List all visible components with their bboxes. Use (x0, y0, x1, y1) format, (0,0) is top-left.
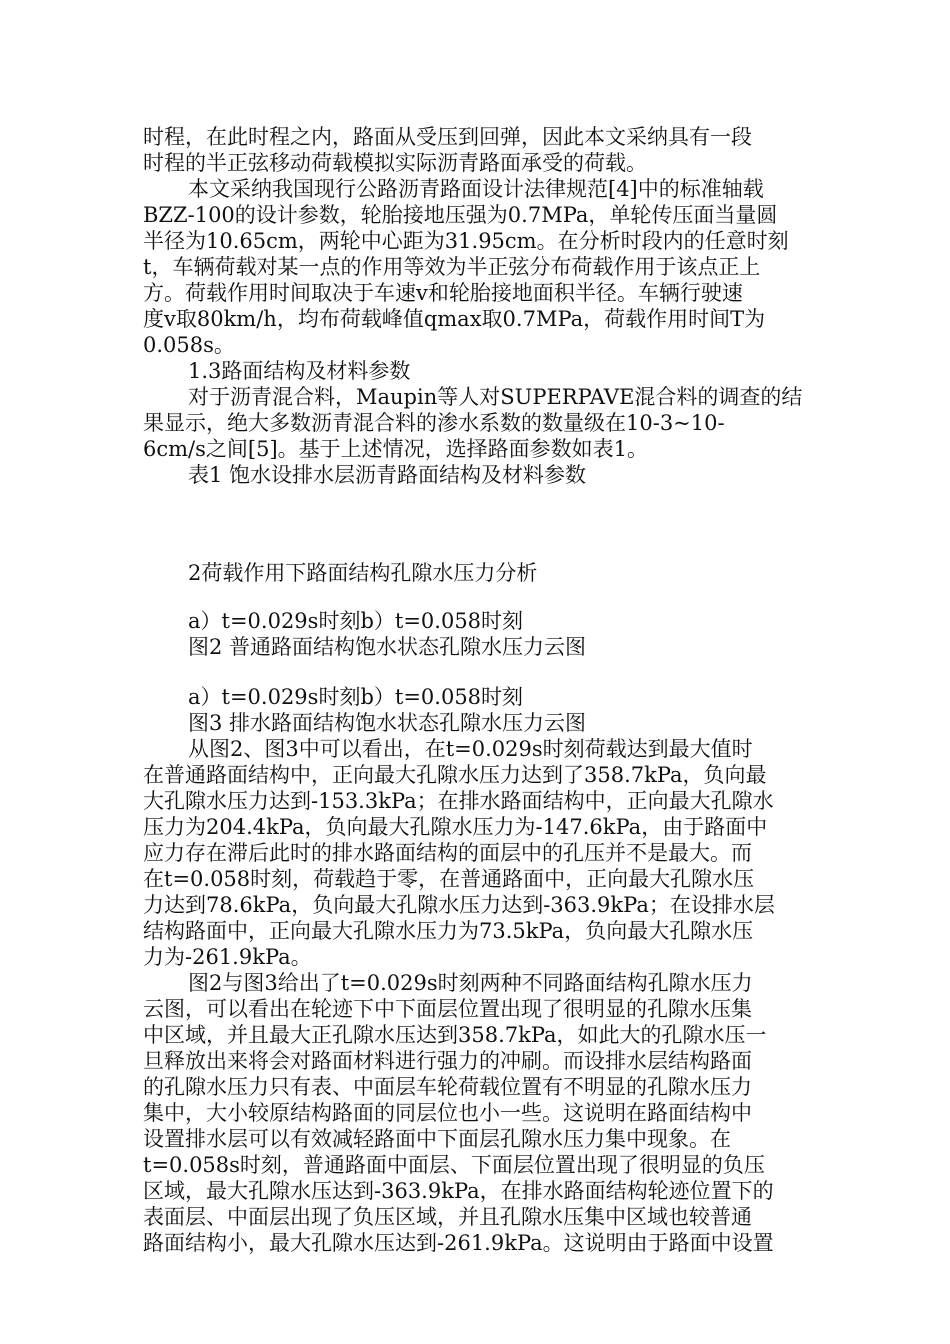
body-text-line: 表面层、中面层出现了负压区域，并且孔隙水压集中区域也较普通 (143, 1205, 752, 1229)
body-text-line: 度v取80km/h，均布荷载峰值qmax取0.7MPa，荷载作用时间T为 (143, 307, 766, 331)
figure-subcaption: a）t=0.029s时刻b）t=0.058时刻 (188, 609, 524, 633)
figure-subcaption: a）t=0.029s时刻b）t=0.058时刻 (188, 685, 524, 709)
body-text-line: 对于沥青混合料，Maupin等人对SUPERPAVE混合料的调查的结 (188, 385, 803, 409)
body-text-line: 在t=0.058时刻，荷载趋于零，在普通路面中，正向最大孔隙水压 (143, 867, 755, 891)
table-caption: 表1 饱水设排水层沥青路面结构及材料参数 (188, 463, 587, 487)
body-text-line: 6cm/s之间[5]。基于上述情况，选择路面参数如表1。 (143, 437, 648, 461)
figure-caption: 图2 普通路面结构饱水状态孔隙水压力云图 (188, 635, 587, 659)
body-text-line: 时程，在此时程之内，路面从受压到回弹，因此本文采纳具有一段 (143, 125, 752, 149)
body-text-line: 力为-261.9kPa。 (143, 945, 312, 969)
body-text-line: 区域，最大孔隙水压达到-363.9kPa，在排水路面结构轮迹位置下的 (143, 1179, 774, 1203)
section-heading: 1.3路面结构及材料参数 (188, 359, 411, 383)
body-text-line: 果显示，绝大多数沥青混合料的渗水系数的数量级在10-3~10- (143, 411, 725, 435)
body-text-line: 时程的半正弦移动荷载模拟实际沥青路面承受的荷载。 (143, 151, 647, 175)
body-text-line: BZZ-100的设计参数，轮胎接地压强为0.7MPa，单轮传压面当量圆 (143, 203, 778, 227)
body-text-line: 的孔隙水压力只有表、中面层车轮荷载位置有不明显的孔隙水压力 (143, 1075, 752, 1099)
body-text-line: 半径为10.65cm，两轮中心距为31.95cm。在分析时段内的任意时刻 (143, 229, 789, 253)
body-text-line: 本文采纳我国现行公路沥青路面设计法律规范[4]中的标准轴载 (188, 177, 764, 201)
body-text-line: t=0.058s时刻，普通路面中面层、下面层位置出现了很明显的负压 (143, 1153, 765, 1177)
body-text-line: 从图2、图3中可以看出，在t=0.029s时刻荷载达到最大值时 (188, 737, 753, 761)
body-text-line: t，车辆荷载对某一点的作用等效为半正弦分布荷载作用于该点正上 (143, 255, 761, 279)
body-text-line: 云图，可以看出在轮迹下中下面层位置出现了很明显的孔隙水压集 (143, 997, 752, 1021)
body-text-line: 力达到78.6kPa，负向最大孔隙水压力达到-363.9kPa；在设排水层 (143, 893, 775, 917)
body-text-line: 方。荷载作用时间取决于车速v和轮胎接地面积半径。车辆行驶速 (143, 281, 743, 305)
body-text-line: 图2与图3给出了t=0.029s时刻两种不同路面结构孔隙水压力 (188, 971, 753, 995)
body-text-line: 大孔隙水压力达到-153.3kPa；在排水路面结构中，正向最大孔隙水 (143, 789, 774, 813)
body-text-line: 应力存在滞后此时的排水路面结构的面层中的孔压并不是最大。而 (143, 841, 752, 865)
figure-caption: 图3 排水路面结构饱水状态孔隙水压力云图 (188, 711, 587, 735)
body-text-line: 结构路面中，正向最大孔隙水压力为73.5kPa，负向最大孔隙水压 (143, 919, 754, 943)
section-heading: 2荷载作用下路面结构孔隙水压力分析 (188, 561, 538, 585)
body-text-line: 集中，大小较原结构路面的同层位也小一些。这说明在路面结构中 (143, 1101, 752, 1125)
body-text-line: 在普通路面结构中，正向最大孔隙水压力达到了358.7kPa，负向最 (143, 763, 767, 787)
body-text-line: 中区域，并且最大正孔隙水压达到358.7kPa，如此大的孔隙水压一 (143, 1023, 767, 1047)
body-text-line: 压力为204.4kPa，负向最大孔隙水压力为-147.6kPa，由于路面中 (143, 815, 768, 839)
body-text-line: 设置排水层可以有效减轻路面中下面层孔隙水压力集中现象。在 (143, 1127, 731, 1151)
body-text-line: 路面结构小，最大孔隙水压达到-261.9kPa。这说明由于路面中设置 (143, 1231, 774, 1255)
body-text-line: 旦释放出来将会对路面材料进行强力的冲刷。而设排水层结构路面 (143, 1049, 752, 1073)
body-text-line: 0.058s。 (143, 333, 235, 357)
